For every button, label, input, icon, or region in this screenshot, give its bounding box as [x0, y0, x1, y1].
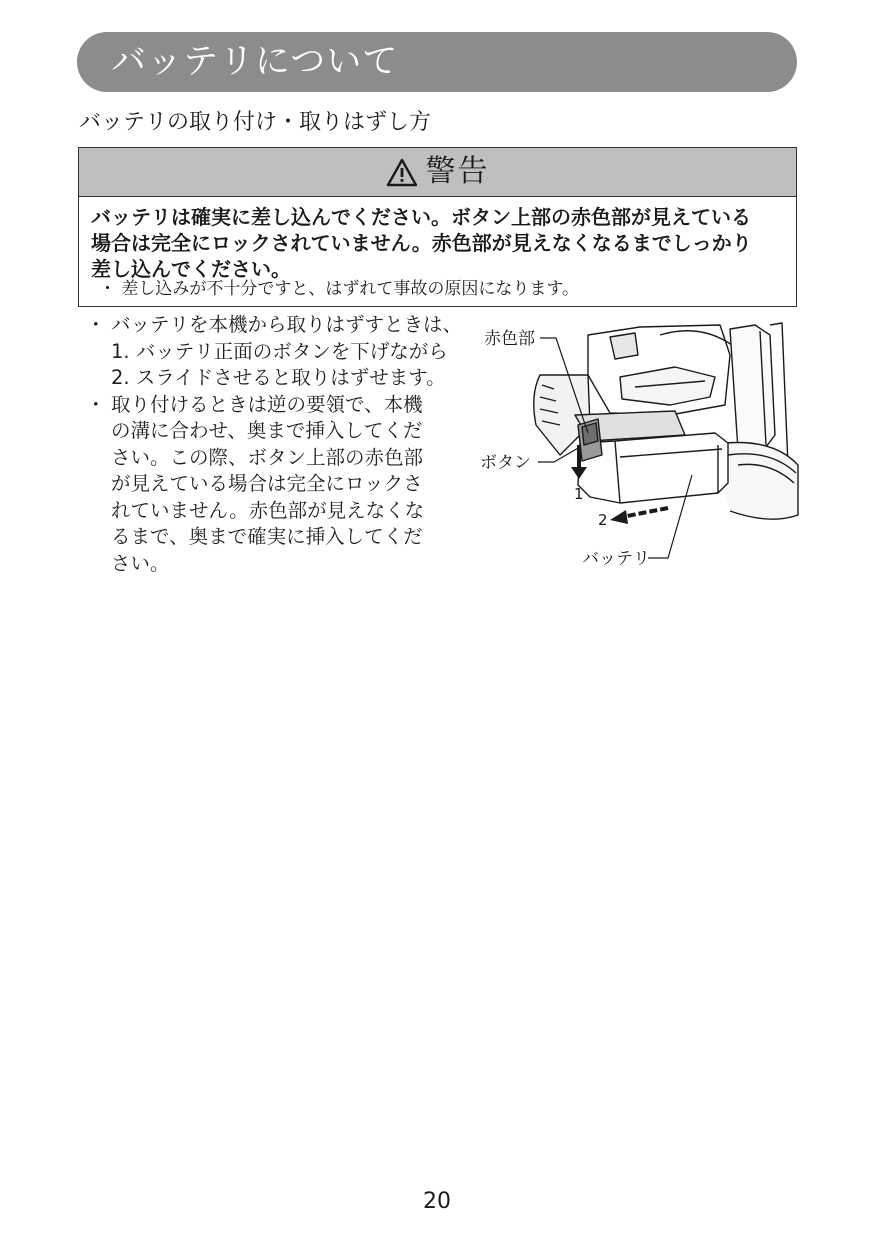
label-step-1: 1 — [574, 485, 584, 503]
label-battery: バッテリ — [582, 549, 650, 569]
label-step-2: 2 — [598, 511, 608, 529]
list-item — [86, 312, 466, 339]
bullet-mark: ・ — [86, 392, 106, 416]
instruction-list — [86, 312, 466, 577]
instruction-line: れていません。赤色部が見えなくな — [111, 498, 425, 522]
warning-header — [79, 148, 796, 197]
label-red-part: 赤色部 — [484, 329, 535, 349]
warning-line: 差し込んでください。 — [91, 257, 291, 281]
instruction-line: るまで、奥まで確実に挿入してくだ — [111, 525, 423, 548]
warning-line: バッテリは確実に差し込んでください。ボタン上部の赤色部が見えている — [91, 205, 751, 229]
warning-triangle-icon — [386, 158, 418, 187]
instruction-line: が見えている場合は完全にロックさ — [111, 472, 423, 495]
instruction-line: 2. スライドさせると取りはずせます。 — [111, 366, 446, 389]
battery-illustration — [470, 315, 800, 585]
subsection-title: バッテリの取り付け・取りはずし方 — [79, 110, 432, 135]
bullet-mark: ・ — [86, 313, 106, 336]
instruction-line: さい。この際、ボタン上部の赤色部 — [111, 445, 424, 469]
warning-note: ・ 差し込みが不十分ですと、はずれて事故の原因になります。 — [99, 279, 580, 299]
instruction-text: 取り付けるときは逆の要領で、本機 — [111, 392, 423, 416]
warning-heading: 警告 — [425, 154, 490, 189]
page-number: 20 — [423, 1189, 451, 1214]
section-header-title: バッテリについて — [111, 42, 399, 82]
tool-drawing — [470, 315, 800, 585]
section-header — [77, 32, 797, 92]
label-button: ボタン — [480, 453, 531, 473]
instruction-line: の溝に合わせ、奥まで挿入してくだ — [111, 419, 423, 442]
warning-line: 場合は完全にロックされていません。赤色部が見えなくなるまでしっかり — [91, 231, 752, 255]
instruction-line: 1. バッテリ正面のボタンを下げながら — [111, 339, 448, 363]
warning-body — [91, 204, 791, 282]
list-item — [86, 392, 466, 419]
instruction-line: さい。 — [111, 551, 170, 575]
warning-box — [78, 147, 797, 307]
instruction-text: バッテリを本機から取りはずすときは、 — [111, 313, 463, 336]
